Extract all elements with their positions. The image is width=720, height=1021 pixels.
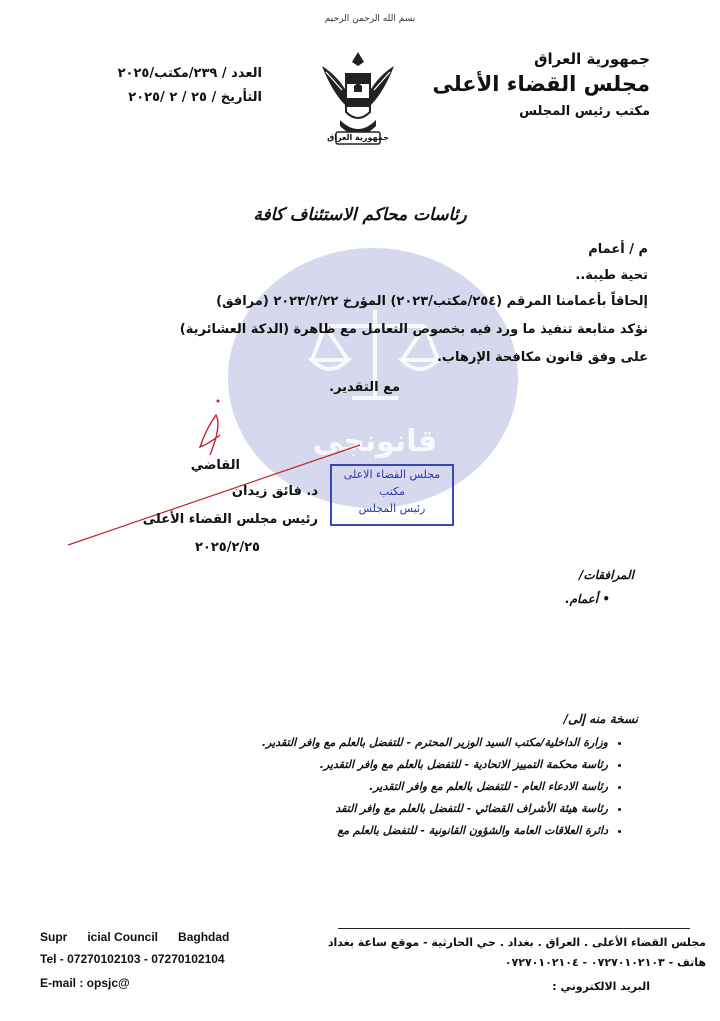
- body-line-3: على وفق قانون مكافحة الإرهاب.: [436, 350, 648, 365]
- basmala: بسم الله الرحمن الرحيم: [324, 14, 416, 24]
- attachment-item: • أعمام.: [565, 592, 610, 606]
- stamp-line-1: مجلس القضاء الاعلى: [343, 468, 441, 481]
- reference-date: التأريخ / ٢٥ / ٢ /٢٠٢٥: [128, 90, 262, 105]
- emblem-caption: جمهورية العراق: [327, 133, 389, 142]
- subject: م / أعمام: [588, 242, 648, 257]
- footer-phone: هاتف - ٠٧٢٧٠١٠٢١٠٣ - ٠٧٢٧٠١٠٢١٠٤: [504, 956, 706, 969]
- letterhead: [432, 50, 650, 119]
- footer-address-en: Supr icial Council Baghdad: [40, 930, 230, 944]
- reference-block: [92, 66, 262, 114]
- office-stamp: [330, 464, 454, 526]
- copies-list: [142, 736, 622, 846]
- copy-item: • رئاسة هيئة الأشراف القضائي - للتفضل بالعلم مع وافر التقد: [142, 802, 608, 815]
- office-name: مكتب رئيس المجلس: [519, 104, 650, 119]
- signer-position: رئيس مجلس القضاء الأعلى: [142, 512, 318, 527]
- copy-item: • رئاسة الادعاء العام - للتفضل بالعلم مع وافر التقدير.: [142, 780, 608, 793]
- addressee: رئاسات محاكم الاستئناف كافة: [253, 205, 467, 225]
- council-name: مجلس القضاء الأعلى: [432, 72, 650, 96]
- footer-email-label: البريد الالكتروني :: [552, 980, 650, 993]
- body-line-2: نؤكد متابعة تنفيذ ما ورد فيه بخصوص التعامل مع ظاهرة (الدكة العشائرية): [179, 322, 648, 337]
- signature-date: ٢٠٢٥/٢/٢٥: [194, 540, 260, 555]
- footer-phone-en: Tel - 07270102103 - 07270102104: [40, 952, 225, 966]
- closing: مع التقدير.: [329, 380, 400, 395]
- footer-email-en: E-mail : opsjc@: [40, 976, 130, 990]
- signer-title: القاضي: [190, 458, 240, 473]
- stamp-line-3: رئيس المجلس: [358, 502, 426, 515]
- stamp-line-2: مكتب: [378, 485, 406, 498]
- addressee-underline: [170, 222, 530, 224]
- bullet-icon: •: [598, 592, 610, 606]
- watermark-text: قانونجي: [312, 424, 438, 459]
- footer-divider: [338, 928, 690, 929]
- greeting: تحية طيبة..: [575, 268, 648, 283]
- attachments-heading: المرافقات/: [578, 568, 634, 582]
- signer-name: د. فائق زيدان: [231, 484, 318, 499]
- country-name: جمهورية العراق: [534, 50, 650, 68]
- body-line-1: إلحاقاً بأعمامنا المرقم (٢٥٤/مكتب/٢٠٢٣) المؤرخ ٢٠٢٣/٢/٢٢ (مرافق): [216, 294, 648, 309]
- copy-item: • دائرة العلاقات العامة والشؤون القانونية - للتفضل بالعلم مع: [142, 824, 608, 837]
- copy-item: • رئاسة محكمة التمييز الاتحادية - للتفضل بالعلم مع وافر التقدير.: [142, 758, 608, 771]
- copies-heading: نسخة منه إلى/: [563, 712, 638, 726]
- reference-number: العدد / ٢٣٩/مكتب/٢٠٢٥: [117, 66, 262, 81]
- footer-address: مجلس القضاء الأعلى . العراق . بغداد . حي الحارثية - موقع ساعة بغداد: [327, 936, 706, 949]
- copy-item: • وزارة الداخلية/مكتب السيد الوزير المحترم - للتفضل بالعلم مع وافر التقدير.: [142, 736, 608, 749]
